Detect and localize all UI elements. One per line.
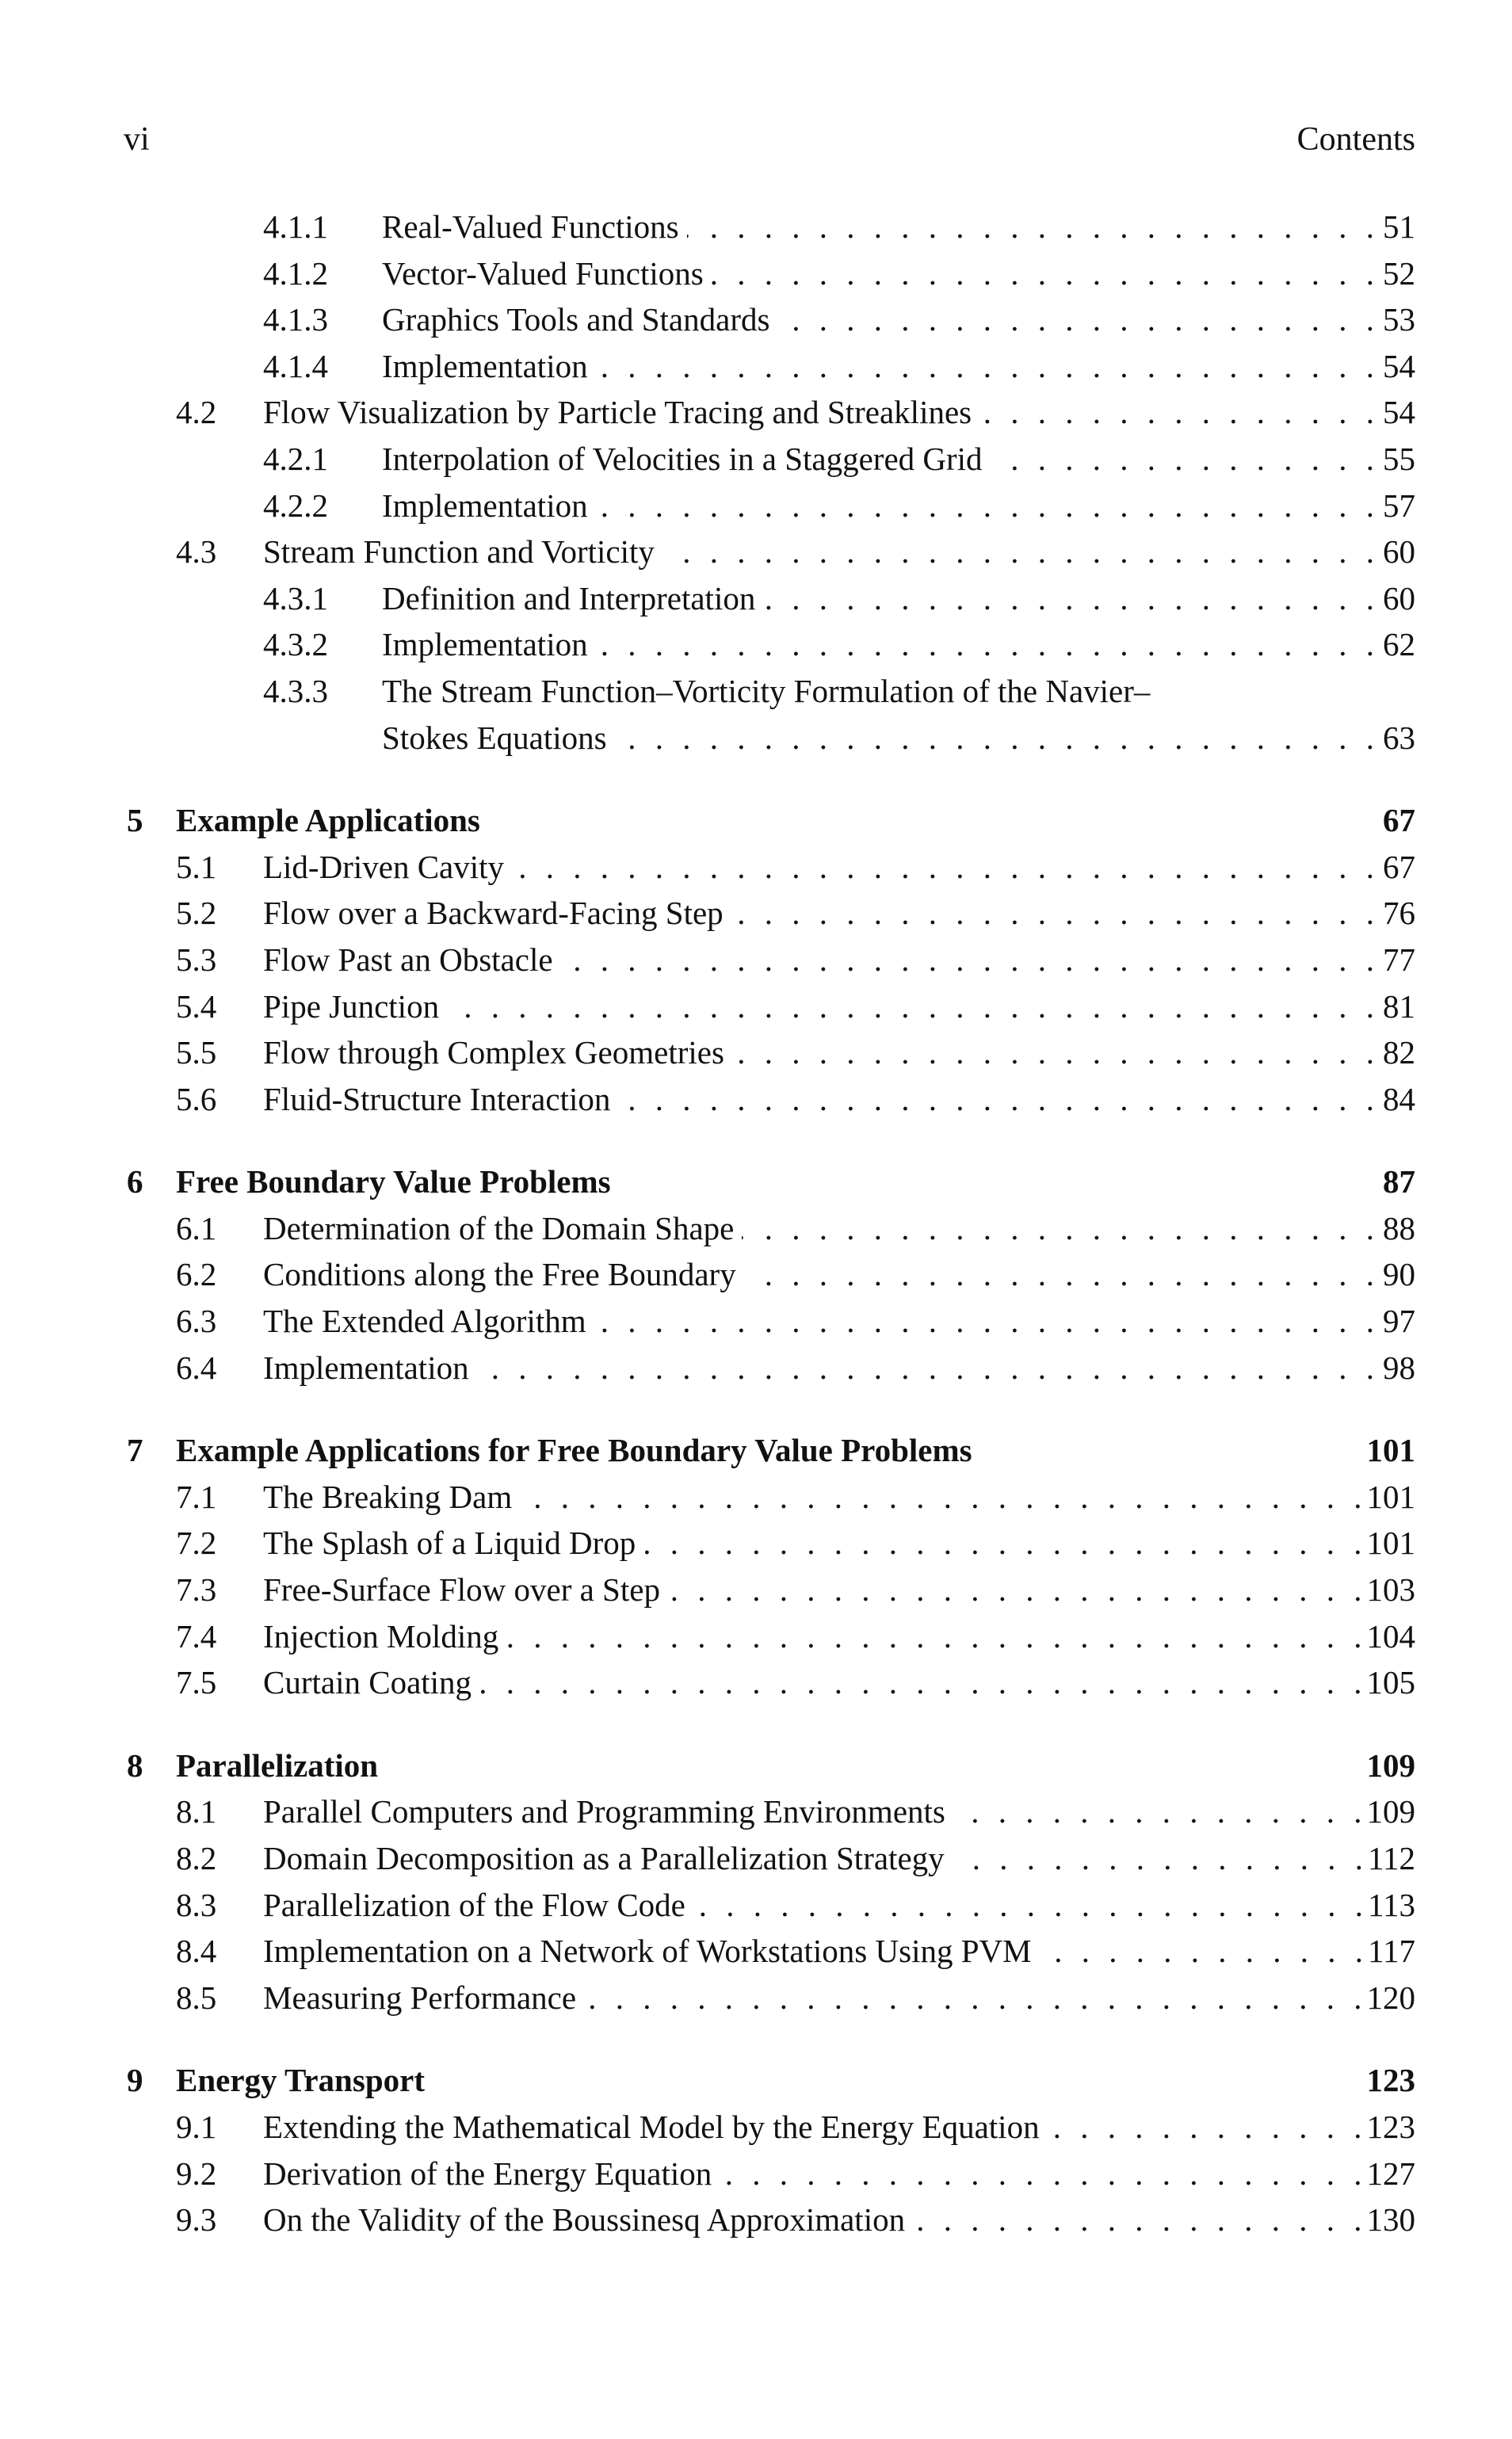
- dot-leader: [594, 1298, 1374, 1345]
- entry-title: Stokes Equations: [382, 719, 607, 756]
- entry-number: 6.1: [176, 1209, 217, 1246]
- entry-number: 8.4: [176, 1933, 217, 1970]
- entry-title: Flow Visualization by Particle Tracing and Streaklines: [263, 394, 972, 431]
- entry-page: 77: [1383, 941, 1415, 978]
- entry-title: Interpolation of Velocities in a Staggered Grid: [382, 440, 983, 477]
- entry-page: 98: [1383, 1349, 1415, 1386]
- entry-title: Implementation on a Network of Workstations Using PVM: [263, 1933, 1032, 1970]
- entry-title: Implementation: [382, 347, 588, 384]
- dot-leader: [1040, 1928, 1363, 1975]
- entry-page: 55: [1383, 440, 1415, 477]
- entry-number: 5.4: [176, 987, 217, 1025]
- dot-leader: [687, 204, 1374, 250]
- entry-number: 9.2: [176, 2155, 217, 2192]
- entry-title: The Stream Function–Vorticity Formulation of the Navier–: [382, 672, 1151, 709]
- entry-page: 67: [1383, 848, 1415, 885]
- toc-entry[interactable]: [127, 1520, 1415, 1567]
- toc-entry[interactable]: [127, 1251, 1415, 1298]
- entry-title: Derivation of the Energy Equation: [263, 2155, 712, 2192]
- entry-title: Measuring Performance: [263, 1979, 577, 2016]
- entry-number: 5.1: [176, 848, 217, 885]
- toc-entry[interactable]: [127, 1567, 1415, 1613]
- toc-entry[interactable]: [127, 250, 1415, 297]
- entry-title: Stream Function and Vorticity: [263, 533, 655, 571]
- entry-number: 4.3.2: [263, 626, 328, 663]
- toc-entry[interactable]: [127, 575, 1415, 622]
- toc-entry[interactable]: [127, 983, 1415, 1030]
- entry-title: Free Boundary Value Problems: [176, 1163, 611, 1200]
- entry-number: 8.5: [176, 1979, 217, 2016]
- entry-title: On the Validity of the Boussinesq Approximation: [263, 2201, 906, 2239]
- entry-page: 109: [1366, 1793, 1415, 1830]
- entry-page: 82: [1383, 1034, 1415, 1071]
- toc-entry[interactable]: [127, 296, 1415, 343]
- toc-entry[interactable]: [127, 1076, 1415, 1123]
- entry-page: 87: [1383, 1163, 1415, 1200]
- dot-leader: [744, 1251, 1374, 1298]
- entry-title: Parallelization of the Flow Code: [263, 1886, 685, 1923]
- toc-entry[interactable]: [127, 1474, 1415, 1521]
- entry-title: Curtain Coating: [263, 1664, 472, 1701]
- dot-leader: [979, 389, 1374, 436]
- entry-page: 51: [1383, 208, 1415, 245]
- entry-title: Vector-Valued Functions: [382, 254, 704, 292]
- entry-page: 101: [1366, 1478, 1415, 1515]
- dot-leader: [712, 250, 1374, 297]
- toc-entry[interactable]: [127, 483, 1415, 529]
- entry-number: 6: [127, 1163, 143, 1200]
- toc-entry[interactable]: [127, 389, 1415, 436]
- toc-entry[interactable]: [127, 1345, 1415, 1391]
- entry-number: 4.2: [176, 394, 217, 431]
- entry-page: 123: [1366, 2062, 1415, 2099]
- dot-leader: [662, 529, 1374, 575]
- entry-number: 9.3: [176, 2201, 217, 2239]
- toc-chapter-entry[interactable]: [127, 1427, 1415, 1474]
- entry-title: Flow over a Backward-Facing Step: [263, 895, 724, 932]
- entry-number: 4.3.3: [263, 672, 328, 709]
- entry-page: 57: [1383, 487, 1415, 524]
- dot-leader: [615, 715, 1374, 761]
- entry-page: 60: [1383, 533, 1415, 571]
- dot-leader: [618, 1076, 1374, 1123]
- dot-leader: [643, 1520, 1361, 1567]
- entry-page: 101: [1366, 1525, 1415, 1562]
- dot-leader: [596, 343, 1374, 390]
- entry-page: 97: [1383, 1303, 1415, 1340]
- entry-number: 5.2: [176, 895, 217, 932]
- entry-number: 5.5: [176, 1034, 217, 1071]
- entry-title: Domain Decomposition as a Parallelization Strategy: [263, 1840, 945, 1876]
- toc-entry[interactable]: [127, 2151, 1415, 2197]
- entry-number: 7.5: [176, 1664, 217, 1701]
- entry-page: 120: [1366, 1979, 1415, 2016]
- entry-number: 4.1.3: [263, 301, 328, 338]
- entry-title: Implementation: [382, 626, 588, 663]
- entry-title: Energy Transport: [176, 2062, 425, 2099]
- entry-page: 109: [1366, 1746, 1415, 1784]
- dot-leader: [477, 1345, 1374, 1391]
- entry-page: 53: [1383, 301, 1415, 338]
- entry-number: 7: [127, 1432, 143, 1469]
- toc-entry[interactable]: [127, 1788, 1415, 1835]
- entry-title: Fluid-Structure Interaction: [263, 1080, 611, 1117]
- entry-page: 81: [1383, 987, 1415, 1025]
- toc-entry[interactable]: [127, 2104, 1415, 2151]
- entry-page: 67: [1383, 802, 1415, 839]
- dot-leader: [512, 844, 1374, 891]
- entry-number: 8.2: [176, 1840, 217, 1876]
- entry-title: Parallel Computers and Programming Environments: [263, 1793, 945, 1830]
- dot-leader: [720, 2151, 1361, 2197]
- toc-entry[interactable]: [127, 1029, 1415, 1076]
- dot-leader: [763, 575, 1374, 622]
- entry-page: 103: [1366, 1571, 1415, 1609]
- entry-number: 7.4: [176, 1617, 217, 1655]
- entry-number: 9: [127, 2062, 143, 2099]
- toc-entry[interactable]: [127, 1835, 1415, 1882]
- entry-number: 6.4: [176, 1349, 217, 1386]
- entry-title: Flow through Complex Geometries: [263, 1034, 724, 1071]
- toc-entry[interactable]: [127, 1975, 1415, 2021]
- entry-title: Graphics Tools and Standards: [382, 301, 770, 338]
- toc-chapter-entry[interactable]: [127, 2057, 1415, 2104]
- entry-number: 7.3: [176, 1571, 217, 1609]
- page-number: vi: [124, 121, 150, 158]
- entry-title: Implementation: [382, 487, 588, 524]
- toc-entry[interactable]: [127, 1613, 1415, 1660]
- table-of-contents: [127, 204, 1415, 2243]
- toc-entry[interactable]: [127, 621, 1415, 668]
- entry-page: 105: [1366, 1664, 1415, 1701]
- entry-title: Injection Molding: [263, 1617, 499, 1655]
- entry-title: Free-Surface Flow over a Step: [263, 1571, 660, 1609]
- entry-page: 62: [1383, 626, 1415, 663]
- entry-number: 4.1.2: [263, 254, 328, 292]
- entry-title: The Extended Algorithm: [263, 1303, 586, 1340]
- entry-page: 90: [1383, 1256, 1415, 1293]
- entry-page: 104: [1366, 1617, 1415, 1655]
- toc-entry[interactable]: [127, 715, 1415, 761]
- entry-page: 54: [1383, 347, 1415, 384]
- dot-leader: [953, 1835, 1363, 1882]
- entry-page: 123: [1366, 2108, 1415, 2145]
- entry-page: 130: [1366, 2201, 1415, 2239]
- toc-entry[interactable]: [127, 890, 1415, 937]
- entry-title: Parallelization: [176, 1746, 379, 1784]
- entry-title: Implementation: [263, 1349, 469, 1386]
- entry-number: 7.1: [176, 1478, 217, 1515]
- dot-leader: [668, 1567, 1362, 1613]
- entry-title: Determination of the Domain Shape: [263, 1209, 735, 1246]
- entry-page: 54: [1383, 394, 1415, 431]
- dot-leader: [520, 1474, 1361, 1521]
- entry-title: Extending the Mathematical Model by the Energy Equation: [263, 2108, 1040, 2145]
- toc-chapter-entry[interactable]: [127, 797, 1415, 844]
- entry-number: 6.3: [176, 1303, 217, 1340]
- entry-page: 101: [1366, 1432, 1415, 1469]
- entry-title: Pipe Junction: [263, 987, 440, 1025]
- entry-page: 84: [1383, 1080, 1415, 1117]
- toc-entry[interactable]: [127, 1928, 1415, 1975]
- toc-entry[interactable]: [127, 844, 1415, 891]
- dot-leader: [991, 436, 1374, 483]
- entry-page: 63: [1383, 719, 1415, 756]
- entry-number: 5: [127, 802, 143, 839]
- toc-entry[interactable]: [127, 1298, 1415, 1345]
- entry-page: 112: [1368, 1840, 1415, 1876]
- toc-entry[interactable]: [127, 668, 1415, 715]
- entry-page: 88: [1383, 1209, 1415, 1246]
- toc-entry[interactable]: [127, 343, 1415, 390]
- dot-leader: [953, 1788, 1362, 1835]
- entry-number: 4.2.2: [263, 487, 328, 524]
- entry-title: Example Applications: [176, 802, 480, 839]
- entry-number: 5.3: [176, 941, 217, 978]
- entry-title: The Breaking Dam: [263, 1478, 513, 1515]
- entry-title: The Splash of a Liquid Drop: [263, 1525, 636, 1562]
- toc-entry[interactable]: [127, 436, 1415, 483]
- entry-number: 4.3: [176, 533, 217, 571]
- dot-leader: [561, 937, 1374, 983]
- toc-chapter-entry[interactable]: [127, 1158, 1415, 1205]
- dot-leader: [913, 2197, 1361, 2243]
- entry-number: 4.1.4: [263, 347, 328, 384]
- entry-page: 127: [1366, 2155, 1415, 2192]
- entry-number: 9.1: [176, 2108, 217, 2145]
- entry-number: 6.2: [176, 1256, 217, 1293]
- entry-page: 52: [1383, 254, 1415, 292]
- entry-page: 60: [1383, 579, 1415, 616]
- toc-entry[interactable]: [127, 1205, 1415, 1252]
- toc-entry[interactable]: [127, 1882, 1415, 1929]
- entry-page: 113: [1368, 1886, 1415, 1923]
- dot-leader: [596, 483, 1374, 529]
- dot-leader: [479, 1659, 1361, 1706]
- entry-number: 8.3: [176, 1886, 217, 1923]
- running-title: Contents: [1296, 121, 1415, 158]
- toc-entry[interactable]: [127, 204, 1415, 250]
- entry-number: 4.2.1: [263, 440, 328, 477]
- dot-leader: [447, 983, 1374, 1030]
- entry-title: Lid-Driven Cavity: [263, 848, 505, 885]
- dot-leader: [693, 1882, 1363, 1929]
- entry-title: Definition and Interpretation: [382, 579, 756, 616]
- entry-title: Example Applications for Free Boundary Value Problems: [176, 1432, 972, 1469]
- entry-title: Conditions along the Free Boundary: [263, 1256, 736, 1293]
- dot-leader: [1048, 2104, 1362, 2151]
- entry-title: Real-Valued Functions: [382, 208, 679, 245]
- dot-leader: [596, 621, 1374, 668]
- entry-number: 5.6: [176, 1080, 217, 1117]
- entry-title: Flow Past an Obstacle: [263, 941, 553, 978]
- entry-number: 4.3.1: [263, 579, 328, 616]
- dot-leader: [742, 1205, 1374, 1252]
- entry-number: 8: [127, 1746, 143, 1784]
- entry-number: 4.1.1: [263, 208, 328, 245]
- entry-number: 7.2: [176, 1525, 217, 1562]
- toc-chapter-entry[interactable]: [127, 1742, 1415, 1789]
- toc-entry[interactable]: [127, 1659, 1415, 1706]
- dot-leader: [777, 296, 1374, 343]
- dot-leader: [506, 1613, 1361, 1660]
- dot-leader: [732, 1029, 1374, 1076]
- dot-leader: [584, 1975, 1361, 2021]
- toc-entry[interactable]: [127, 937, 1415, 983]
- toc-entry[interactable]: [127, 2197, 1415, 2243]
- dot-leader: [731, 890, 1374, 937]
- entry-page: 76: [1383, 895, 1415, 932]
- toc-entry[interactable]: [127, 529, 1415, 575]
- entry-page: 117: [1368, 1933, 1415, 1970]
- entry-number: 8.1: [176, 1793, 217, 1830]
